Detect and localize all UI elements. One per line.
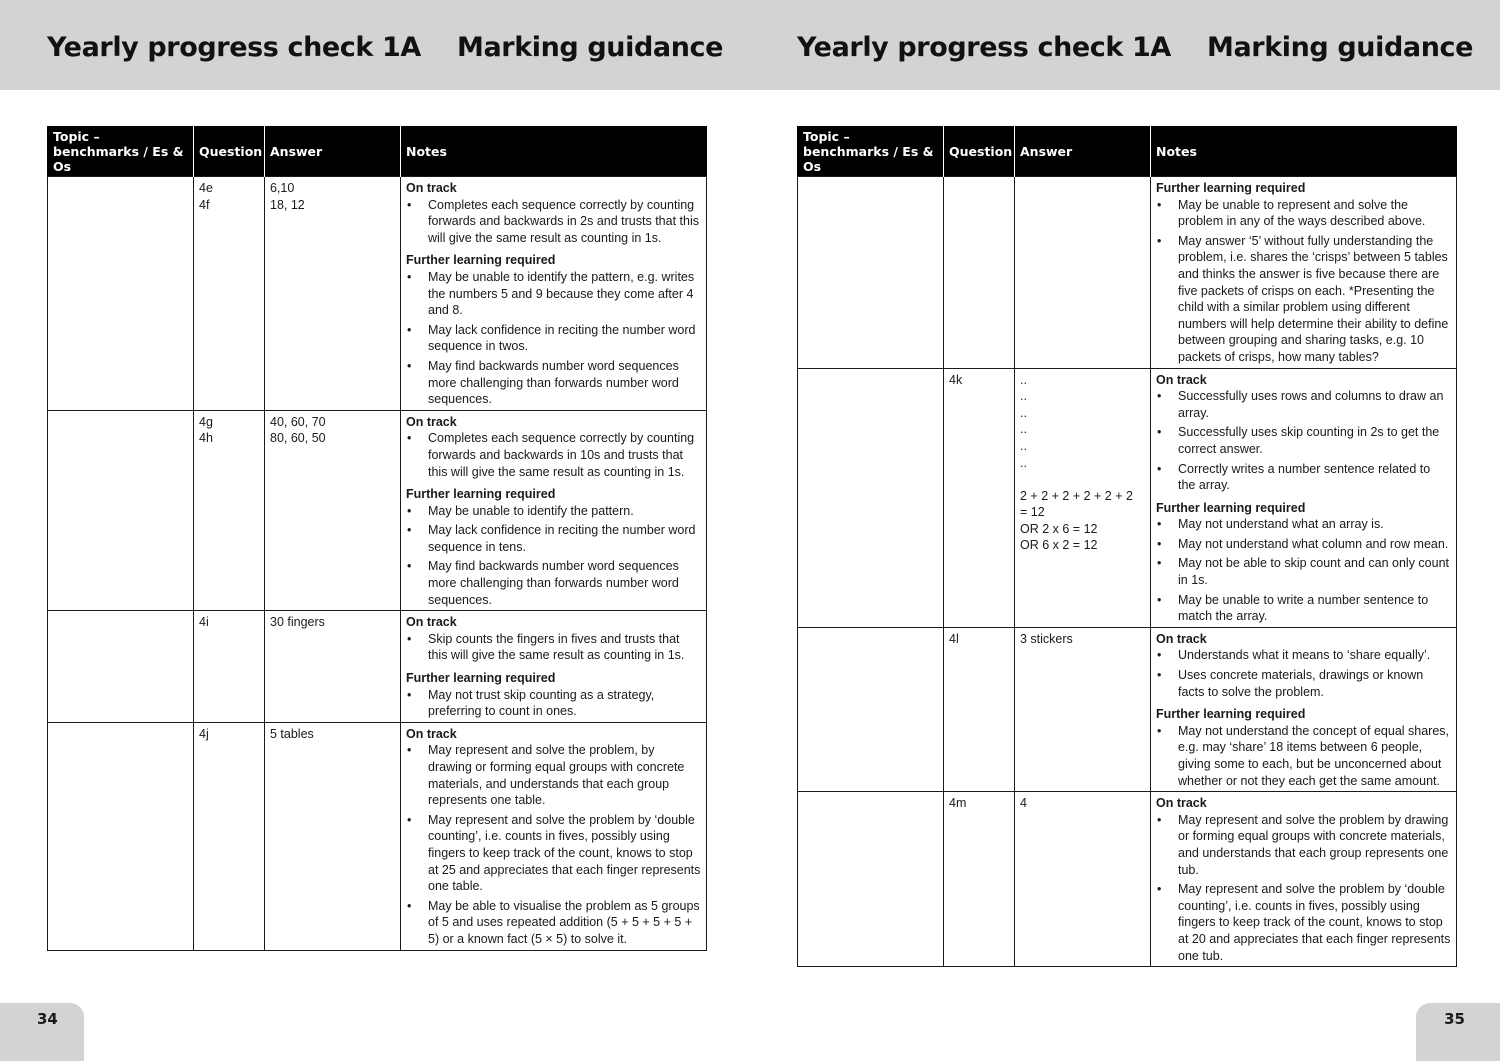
note-text: May answer ‘5’ without fully understanding the problem, i.e. shares the ‘crisps’ between 5 tables and thinks the answer is five because there are five packets of crisps on each. *Presenting the child with a similar problem using different numbers will help determine their ability to define between grouping and sharing tasks, e.g. 10 packets of crisps, how many tables? [1178,233,1449,364]
page-number: 34 [0,1003,84,1061]
question-label: 4i [199,615,209,630]
note-text: Skip counts the fingers in fives and trusts that this will give the same result as counting in 1s. [428,631,685,663]
topic-cell [798,792,944,967]
list-item [1156,592,1451,625]
list-item [406,430,701,480]
note-text: Completes each sequence correctly by counting forwards and backwards in 2s and trusts that this will give the same result as counting in 1s. [428,197,699,245]
page-title: Yearly progress check 1A [47,32,421,63]
answer-line: 2 + 2 + 2 + 2 + 2 + 2 [1020,488,1133,503]
note-text: Uses concrete materials, drawings or known facts to solve the problem. [1178,668,1424,699]
table-row [798,792,1457,967]
topic-cell [48,177,194,411]
list-item [1156,555,1451,588]
notes-cell [401,611,707,723]
question-label: 4l [949,631,959,646]
question-label: 4j [199,726,209,741]
bullet-icon: • [1157,536,1162,551]
notes-heading: Further learning required [1156,707,1306,722]
bullet-icon: • [407,559,412,574]
answer-line: OR 6 x 2 = 12 [1020,538,1098,553]
notes-cell [401,177,707,411]
question-cell [194,177,265,411]
note-text: May not understand what column and row mean. [1178,536,1449,551]
answer-line: .. [1020,422,1027,437]
bullet-icon: • [407,197,412,212]
table-row [798,368,1457,627]
list-item [1156,812,1451,878]
notes-list [406,742,701,947]
notes-heading: On track [406,414,457,429]
notes-list [1156,812,1451,964]
note-text: Understands what it means to ‘share equally’. [1178,648,1431,663]
note-text: May be unable to identify the pattern, e.g. writes the numbers 5 and 9 because they come after 4 and 8. [428,269,695,318]
page-subtitle: Marking guidance [1207,32,1474,63]
answer-cell [265,177,401,411]
note-text: May represent and solve the problem, by drawing or forming equal groups with concrete materials, and understands that each group represents one table. [428,743,685,808]
topic-cell [48,410,194,611]
answer-line: 80, 60, 50 [270,431,326,446]
note-text: May be unable to write a number sentence to match the array. [1178,592,1429,624]
answer-line: 5 tables [270,726,314,741]
bullet-icon: • [407,269,412,284]
question-label: 4e [199,181,213,195]
answer-line: = 12 [1020,505,1045,520]
note-text: May not be able to skip count and can only count in 1s. [1178,556,1450,588]
notes-heading: On track [406,181,457,195]
list-item [1156,197,1451,230]
notes-heading: Further learning required [406,253,556,268]
bullet-icon: • [407,743,412,758]
bullet-icon: • [407,523,412,538]
notes-list [406,197,701,247]
question-label: 4g [199,414,213,429]
notes-list [1156,516,1451,625]
note-text: May be unable to represent and solve the problem in any of the ways described above. [1178,197,1426,229]
note-text: May lack confidence in reciting the number word sequence in tens. [428,523,696,554]
bullet-icon: • [1157,812,1162,827]
answer-cell [265,611,401,723]
question-label: 4k [949,372,963,387]
note-text: May represent and solve the problem by drawing or forming equal groups with concrete materials, and understands that each group represents one tub. [1178,812,1449,877]
topic-cell [48,722,194,950]
column-header-answer: Answer [265,126,401,177]
note-text: May find backwards number word sequences more challenging than forwards number word sequences. [428,559,679,607]
answer-line: 6,10 [270,181,295,195]
column-header-notes: Notes [401,126,707,177]
note-text: May not understand what an array is. [1178,517,1384,532]
note-text: May be able to visualise the problem as 5 groups of 5 and uses repeated addition (5 + 5 + 5 + 5 + 5) or a known fact (5 × 5) to solve it. [428,898,700,946]
notes-list [1156,723,1451,789]
column-header-question: Question [194,126,265,177]
question-cell [194,410,265,611]
topic-cell [798,627,944,791]
question-cell [944,792,1015,967]
question-cell [944,177,1015,369]
bullet-icon: • [407,631,412,646]
answer-line [1020,471,1145,488]
bullet-icon: • [407,812,412,827]
notes-cell [1151,627,1457,791]
bullet-icon: • [1157,592,1162,607]
note-text: May represent and solve the problem by ‘double counting’, i.e. counts in fives, possibly using fingers to keep track of the count, knows to stop at 20 and appreciates that each finger represents one tub. [1178,882,1451,963]
question-label: 4f [199,197,210,212]
bullet-icon: • [1157,723,1162,738]
notes-heading: On track [1156,631,1207,646]
bullet-icon: • [1157,668,1162,683]
bullet-icon: • [407,322,412,337]
list-item [406,503,701,520]
list-item [406,687,701,720]
note-text: May not trust skip counting as a strategy, preferring to count in ones. [428,687,655,719]
answer-line: .. [1020,389,1027,404]
note-text: May be unable to identify the pattern. [428,503,634,518]
answer-line: .. [1020,405,1027,420]
list-item [1156,881,1451,964]
bullet-icon: • [1157,389,1162,404]
bullet-icon: • [407,503,412,518]
notes-heading: Further learning required [406,671,556,686]
list-item [1156,516,1451,533]
list-item [406,322,701,355]
notes-cell [1151,792,1457,967]
list-item [406,358,701,408]
answer-cell [1015,792,1151,967]
answer-line: 3 stickers [1020,631,1073,646]
question-cell [194,722,265,950]
answer-line: 40, 60, 70 [270,414,326,429]
notes-heading: On track [1156,372,1207,387]
note-text: May represent and solve the problem by ‘double counting’, i.e. counts in fives, possibly using fingers to keep track of the count, knows to stop at 25 and appreciates that each finger represents one table. [428,812,701,894]
notes-cell [401,410,707,611]
table-row [48,722,707,950]
note-text: Successfully uses rows and columns to draw an array. [1178,389,1444,420]
notes-heading: Further learning required [406,487,556,502]
list-item [406,269,701,319]
list-item [406,812,701,895]
answer-line: .. [1020,372,1027,387]
bullet-icon: • [407,358,412,373]
marking-table [797,126,1457,967]
list-item [1156,723,1451,789]
notes-heading: On track [406,726,457,741]
bullet-icon: • [1157,648,1162,663]
note-text: Correctly writes a number sentence related to the array. [1178,461,1431,493]
page-title: Yearly progress check 1A [797,32,1171,63]
bullet-icon: • [1157,882,1162,897]
question-cell [944,368,1015,627]
answer-cell [1015,368,1151,627]
notes-list [406,687,701,720]
answer-line: 4 [1020,796,1027,811]
table-row [48,611,707,723]
list-item [406,197,701,247]
list-item [1156,388,1451,421]
note-text: Successfully uses skip counting in 2s to get the correct answer. [1178,425,1440,456]
list-item [406,742,701,808]
topic-cell [798,368,944,627]
list-item [1156,233,1451,366]
column-header-question: Question [944,126,1015,177]
notes-heading: On track [406,615,457,630]
notes-cell [1151,368,1457,627]
note-text: Completes each sequence correctly by counting forwards and backwards in 10s and trusts that this will give the same result as counting in 1s. [428,431,695,479]
answer-cell [265,410,401,611]
page-header [0,0,750,90]
answer-cell [1015,177,1151,369]
column-header-topic: Topic – benchmarks / Es & Os [798,126,944,177]
answer-line: OR 2 x 6 = 12 [1020,521,1098,536]
table-row [798,627,1457,791]
table-row [798,177,1457,369]
bullet-icon: • [407,687,412,702]
bullet-icon: • [1157,197,1162,212]
notes-list [406,269,701,408]
table-row [48,410,707,611]
answer-line: .. [1020,438,1027,453]
answer-line: .. [1020,455,1027,470]
question-cell [944,627,1015,791]
notes-list [406,430,701,480]
bullet-icon: • [407,431,412,446]
list-item [1156,424,1451,457]
list-item [406,522,701,555]
page-number: 35 [1416,1003,1500,1061]
answer-cell [265,722,401,950]
list-item [406,558,701,608]
answer-line: 30 fingers [270,615,325,630]
list-item [406,898,701,948]
note-text: May find backwards number word sequences more challenging than forwards number word sequences. [428,358,679,407]
topic-cell [798,177,944,369]
list-item [1156,647,1451,664]
page-subtitle: Marking guidance [457,32,724,63]
column-header-notes: Notes [1151,126,1457,177]
bullet-icon: • [1157,517,1162,532]
answer-line: 18, 12 [270,197,305,212]
bullet-icon: • [1157,425,1162,440]
marking-table [47,126,707,951]
column-header-topic: Topic – benchmarks / Es & Os [48,126,194,177]
question-label: 4m [949,796,967,811]
notes-heading: Further learning required [1156,181,1306,195]
question-label: 4h [199,431,213,446]
bullet-icon: • [1157,233,1162,248]
page-header [750,0,1500,90]
note-text: May not understand the concept of equal shares, e.g. may ‘share’ 18 items between 6 people, giving some to each, but be unconcerned about whether or not they each get the same amount. [1178,723,1450,788]
notes-list [1156,197,1451,366]
notes-cell [1151,177,1457,369]
notes-cell [401,722,707,950]
bullet-icon: • [1157,461,1162,476]
notes-list [1156,647,1451,700]
answer-cell [1015,627,1151,791]
notes-list [406,631,701,664]
table-row [48,177,707,411]
list-item [1156,461,1451,494]
column-header-answer: Answer [1015,126,1151,177]
topic-cell [48,611,194,723]
right-page [750,0,1500,1061]
list-item [1156,536,1451,553]
question-cell [194,611,265,723]
bullet-icon: • [407,898,412,913]
notes-heading: On track [1156,796,1207,811]
notes-heading: Further learning required [1156,500,1306,515]
bullet-icon: • [1157,556,1162,571]
list-item [1156,667,1451,700]
note-text: May lack confidence in reciting the number word sequence in twos. [428,322,696,354]
notes-list [406,503,701,609]
notes-list [1156,388,1451,494]
list-item [406,631,701,664]
